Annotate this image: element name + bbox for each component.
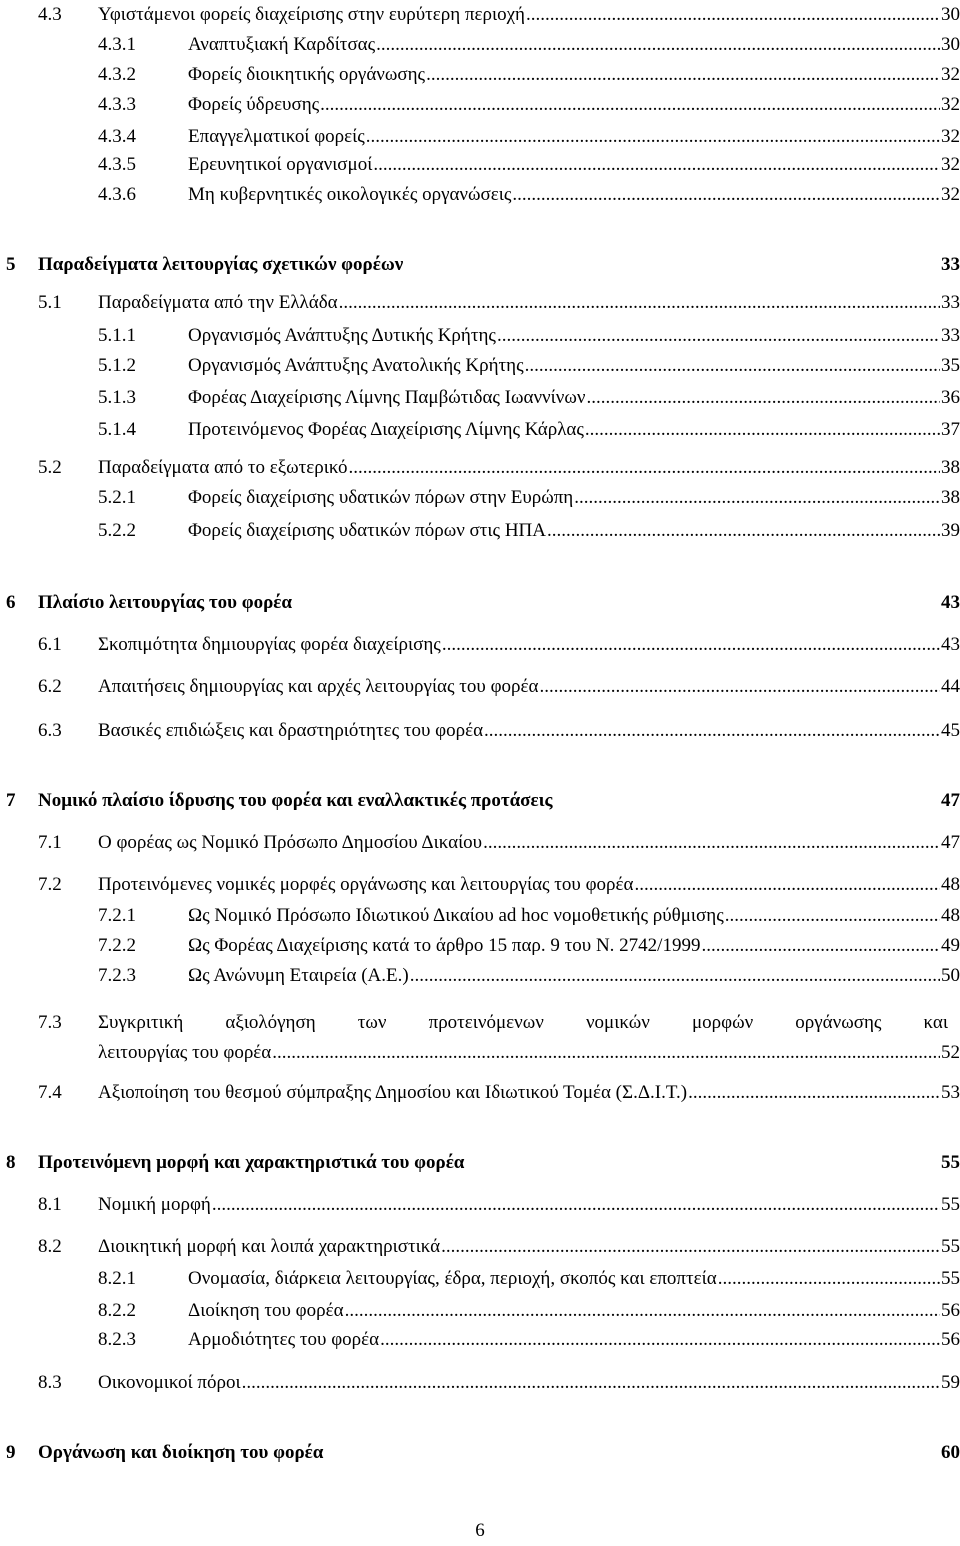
toc-entry-title: Βασικές επιδιώξεις και δραστηριότητες του φορέα (98, 720, 484, 741)
toc-entry[interactable] (0, 323, 960, 349)
toc-entry-page: 33 (941, 325, 960, 346)
toc-entry-title: Προτεινόμενη μορφή και χαρακτηριστικά του φορέα (38, 1152, 465, 1173)
toc-entry-title: Παραδείγματα από το εξωτερικό (98, 457, 348, 478)
toc-entry-title: Προτεινόμενες νομικές μορφές οργάνωσης και λειτουργίας του φορέα (98, 874, 634, 895)
toc-entry-number: 4.3.2 (98, 64, 136, 85)
toc-entry-number: 8.3 (38, 1372, 62, 1393)
toc-entry[interactable] (0, 2, 960, 28)
dot-leader (547, 518, 940, 544)
toc-entry-number: 5.2.2 (98, 520, 136, 541)
toc-entry-page: 48 (941, 874, 960, 895)
toc-entry[interactable] (0, 872, 960, 898)
dot-leader (539, 674, 940, 700)
toc-entry[interactable] (0, 485, 960, 511)
toc-entry-page: 53 (941, 1082, 960, 1103)
toc-entry-title: Φορείς ύδρευσης (188, 94, 320, 115)
dot-leader (634, 872, 940, 898)
toc-entry[interactable] (0, 933, 960, 959)
toc-entry-number: 4.3 (38, 4, 62, 25)
toc-entry-page: 30 (941, 34, 960, 55)
dot-leader (497, 323, 940, 349)
toc-entry[interactable] (0, 290, 960, 316)
toc-entry-title: Ο φορέας ως Νομικό Πρόσωπο Δημοσίου Δικαίου (98, 832, 483, 853)
toc-entry-title: Νομική μορφή (98, 1194, 211, 1215)
toc-entry-number: 6 (6, 592, 16, 613)
toc-entry-title: Απαιτήσεις δημιουργίας και αρχές λειτουργίας του φορέα (98, 676, 539, 697)
toc-chapter[interactable] (0, 1150, 960, 1176)
toc-entry-title: Ως Φορέας Διαχείρισης κατά το άρθρο 15 παρ. 9 του Ν. 2742/1999 (188, 935, 701, 956)
toc-entry[interactable] (0, 674, 960, 700)
toc-entry[interactable] (0, 455, 960, 481)
toc-entry-number: 7.2 (38, 874, 62, 895)
toc-entry-number: 4.3.1 (98, 34, 136, 55)
toc-chapter[interactable] (0, 1440, 960, 1466)
dot-leader (380, 1327, 940, 1353)
toc-entry[interactable] (0, 1327, 960, 1353)
dot-leader (525, 353, 940, 379)
toc-entry-page: 43 (941, 634, 960, 655)
toc-entry-page: 60 (941, 1442, 960, 1463)
toc-entry-number: 6.3 (38, 720, 62, 741)
dot-leader (701, 933, 940, 959)
dot-leader (718, 1266, 940, 1292)
dot-leader (725, 903, 940, 929)
toc-entry-title: Προτεινόμενος Φορέας Διαχείρισης Λίμνης Κάρλας (188, 419, 584, 440)
dot-leader (349, 455, 940, 481)
dot-leader (441, 1234, 940, 1260)
toc-entry-page: 48 (941, 905, 960, 926)
toc-entry-page: 52 (941, 1042, 960, 1063)
dot-leader (272, 1040, 940, 1066)
toc-entry-page: 47 (941, 832, 960, 853)
toc-entry[interactable] (0, 32, 960, 58)
toc-entry-page: 59 (941, 1372, 960, 1393)
toc-entry-number: 5.1.4 (98, 419, 136, 440)
dot-leader (586, 385, 940, 411)
toc-entry-page: 33 (941, 292, 960, 313)
dot-leader (242, 1370, 940, 1396)
toc-entry[interactable] (0, 124, 960, 150)
toc-entry-number: 7.2.1 (98, 905, 136, 926)
toc-entry-number: 5.2.1 (98, 487, 136, 508)
toc-entry-number: 4.3.3 (98, 94, 136, 115)
dot-leader (212, 1192, 940, 1218)
dot-leader (320, 92, 940, 118)
toc-entry-page: 38 (941, 457, 960, 478)
toc-entry-page: 55 (941, 1236, 960, 1257)
toc-entry[interactable] (0, 632, 960, 658)
toc-entry[interactable] (0, 182, 960, 208)
toc-entry-title: Πλαίσιο λειτουργίας του φορέα (38, 592, 292, 613)
toc-entry-page: 33 (941, 254, 960, 275)
toc-entry-page: 36 (941, 387, 960, 408)
toc-entry-number: 7.2.3 (98, 965, 136, 986)
dot-leader (526, 2, 940, 28)
toc-entry-title: Οργανισμός Ανάπτυξης Δυτικής Κρήτης (188, 325, 496, 346)
toc-entry-title: Αρμοδιότητες του φορέα (188, 1329, 380, 1350)
toc-entry-number: 8.2.3 (98, 1329, 136, 1350)
toc-entry[interactable] (0, 385, 960, 411)
toc-entry[interactable] (0, 1010, 960, 1063)
toc-entry-number: 6.2 (38, 676, 62, 697)
toc-entry-page: 55 (941, 1152, 960, 1173)
toc-entry-page: 32 (941, 184, 960, 205)
toc-entry-number: 5 (6, 254, 16, 275)
toc-entry-title: Αξιοποίηση του θεσμού σύμπραξης Δημοσίου και Ιδιωτικού Τομέα (Σ.Δ.Ι.Τ.) (98, 1082, 688, 1103)
toc-entry-page: 39 (941, 520, 960, 541)
toc-entry[interactable] (0, 417, 960, 443)
toc-entry-page: 49 (941, 935, 960, 956)
toc-entry-title: Οικονομικοί πόροι (98, 1372, 241, 1393)
dot-leader (585, 417, 940, 443)
toc-entry-title: Μη κυβερνητικές οικολογικές οργανώσεις (188, 184, 512, 205)
toc-entry-title: Ως Ανώνυμη Εταιρεία (Α.Ε.) (188, 965, 409, 986)
toc-entry-number: 4.3.5 (98, 154, 136, 175)
toc-entry-title: Διοίκηση του φορέα (188, 1300, 344, 1321)
toc-entry-title: Φορέας Διαχείρισης Λίμνης Παμβώτιδας Ιωαννίνων (188, 387, 586, 408)
toc-entry-title: Φορείς διαχείρισης υδατικών πόρων στις ΗΠΑ (188, 520, 546, 541)
dot-leader (512, 182, 940, 208)
toc-entry-number: 5.1.2 (98, 355, 136, 376)
toc-entry[interactable] (0, 62, 960, 88)
toc-entry-title: Ερευνητικοί οργανισμοί (188, 154, 373, 175)
toc-entry-title: Παραδείγματα λειτουργίας σχετικών φορέων (38, 254, 404, 275)
dot-leader (339, 290, 940, 316)
toc-entry-page: 56 (941, 1300, 960, 1321)
toc-entry-title: Επαγγελματικοί φορείς (188, 126, 365, 147)
toc-entry-number: 7.1 (38, 832, 62, 853)
toc-entry-title: Οργανισμός Ανάπτυξης Ανατολικής Κρήτης (188, 355, 524, 376)
toc-entry-number: 5.1.3 (98, 387, 136, 408)
toc-entry-number: 8.2.2 (98, 1300, 136, 1321)
toc-entry-page: 38 (941, 487, 960, 508)
toc-entry-page: 32 (941, 154, 960, 175)
toc-entry-page: 32 (941, 126, 960, 147)
dot-leader (376, 32, 940, 58)
toc-entry-number: 7.4 (38, 1082, 62, 1103)
toc-entry-page: 44 (941, 676, 960, 697)
toc-entry[interactable] (0, 1266, 960, 1292)
toc-entry-number: 7.3 (38, 1012, 62, 1033)
toc-entry-page: 45 (941, 720, 960, 741)
toc-entry-number: 5.1 (38, 292, 62, 313)
toc-chapter[interactable] (0, 590, 960, 616)
toc-entry-number: 5.2 (38, 457, 62, 478)
toc-entry-title: λειτουργίας του φορέα (98, 1042, 272, 1063)
toc-entry-number: 4.3.4 (98, 126, 136, 147)
toc-entry-page: 55 (941, 1268, 960, 1289)
dot-leader (484, 718, 940, 744)
toc-entry-title: Διοικητική μορφή και λοιπά χαρακτηριστικά (98, 1236, 441, 1257)
toc-entry-page: 56 (941, 1329, 960, 1350)
toc-entry-number: 7.2.2 (98, 935, 136, 956)
toc-entry-number: 5.1.1 (98, 325, 136, 346)
dot-leader (574, 485, 940, 511)
toc-entry[interactable] (0, 963, 960, 989)
toc-entry-page: 32 (941, 94, 960, 115)
toc-entry-number: 8.1 (38, 1194, 62, 1215)
toc-entry-title: Υφιστάμενοι φορείς διαχείρισης στην ευρύτερη περιοχή (98, 4, 525, 25)
toc-chapter[interactable] (0, 252, 960, 278)
toc-entry-title: Οργάνωση και διοίκηση του φορέα (38, 1442, 324, 1463)
toc-entry-page: 50 (941, 965, 960, 986)
dot-leader (410, 963, 940, 989)
toc-entry[interactable] (0, 1234, 960, 1260)
toc-entry-page: 37 (941, 419, 960, 440)
toc-entry-title: Σκοπιμότητα δημιουργίας φορέα διαχείρισης (98, 634, 441, 655)
toc-entry[interactable] (0, 1370, 960, 1396)
toc-entry-number: 8.2.1 (98, 1268, 136, 1289)
toc-entry-number: 9 (6, 1442, 16, 1463)
dot-leader (426, 62, 940, 88)
dot-leader (345, 1298, 940, 1324)
toc-entry-title: Ονομασία, διάρκεια λειτουργίας, έδρα, περιοχή, σκοπός και εποπτεία (188, 1268, 717, 1289)
dot-leader (483, 830, 940, 856)
toc-entry-page: 47 (941, 790, 960, 811)
toc-entry-number: 7 (6, 790, 16, 811)
toc-entry-title: Νομικό πλαίσιο ίδρυσης του φορέα και εναλλακτικές προτάσεις (38, 790, 553, 811)
toc-entry-page: 30 (941, 4, 960, 25)
toc-entry-page: 32 (941, 64, 960, 85)
toc-entry[interactable] (0, 92, 960, 118)
dot-leader (373, 152, 940, 178)
toc-entry-title: Ως Νομικό Πρόσωπο Ιδιωτικού Δικαίου ad hoc νομοθετικής ρύθμισης (188, 905, 724, 926)
dot-leader (688, 1080, 940, 1106)
toc-entry-title: Παραδείγματα από την Ελλάδα (98, 292, 338, 313)
toc-entry-number: 6.1 (38, 634, 62, 655)
toc-entry[interactable] (0, 903, 960, 929)
toc-entry-page: 35 (941, 355, 960, 376)
page-number: 6 (475, 1520, 485, 1541)
toc-entry-title: Αναπτυξιακή Καρδίτσας (188, 34, 376, 55)
dot-leader (442, 632, 940, 658)
toc-entry-page: 55 (941, 1194, 960, 1215)
toc-entry[interactable] (0, 1298, 960, 1324)
toc-entry[interactable] (0, 718, 960, 744)
toc-entry[interactable] (0, 830, 960, 856)
toc-entry-title: Φορείς διαχείρισης υδατικών πόρων στην Ευρώπη (188, 487, 574, 508)
toc-entry-number: 4.3.6 (98, 184, 136, 205)
dot-leader (366, 124, 940, 150)
toc-entry-number: 8.2 (38, 1236, 62, 1257)
toc-entry-number: 8 (6, 1152, 16, 1173)
toc-chapter[interactable] (0, 788, 960, 814)
toc-entry[interactable] (0, 353, 960, 379)
toc-entry[interactable] (0, 152, 960, 178)
toc-entry-page: 43 (941, 592, 960, 613)
toc-entry[interactable] (0, 518, 960, 544)
toc-entry-title-line: Συγκριτική αξιολόγηση των προτεινόμενων νομικών μορφών οργάνωσης και (98, 1012, 948, 1033)
toc-entry-title: Φορείς διοικητικής οργάνωσης (188, 64, 426, 85)
toc-entry[interactable] (0, 1080, 960, 1106)
toc-entry[interactable] (0, 1192, 960, 1218)
